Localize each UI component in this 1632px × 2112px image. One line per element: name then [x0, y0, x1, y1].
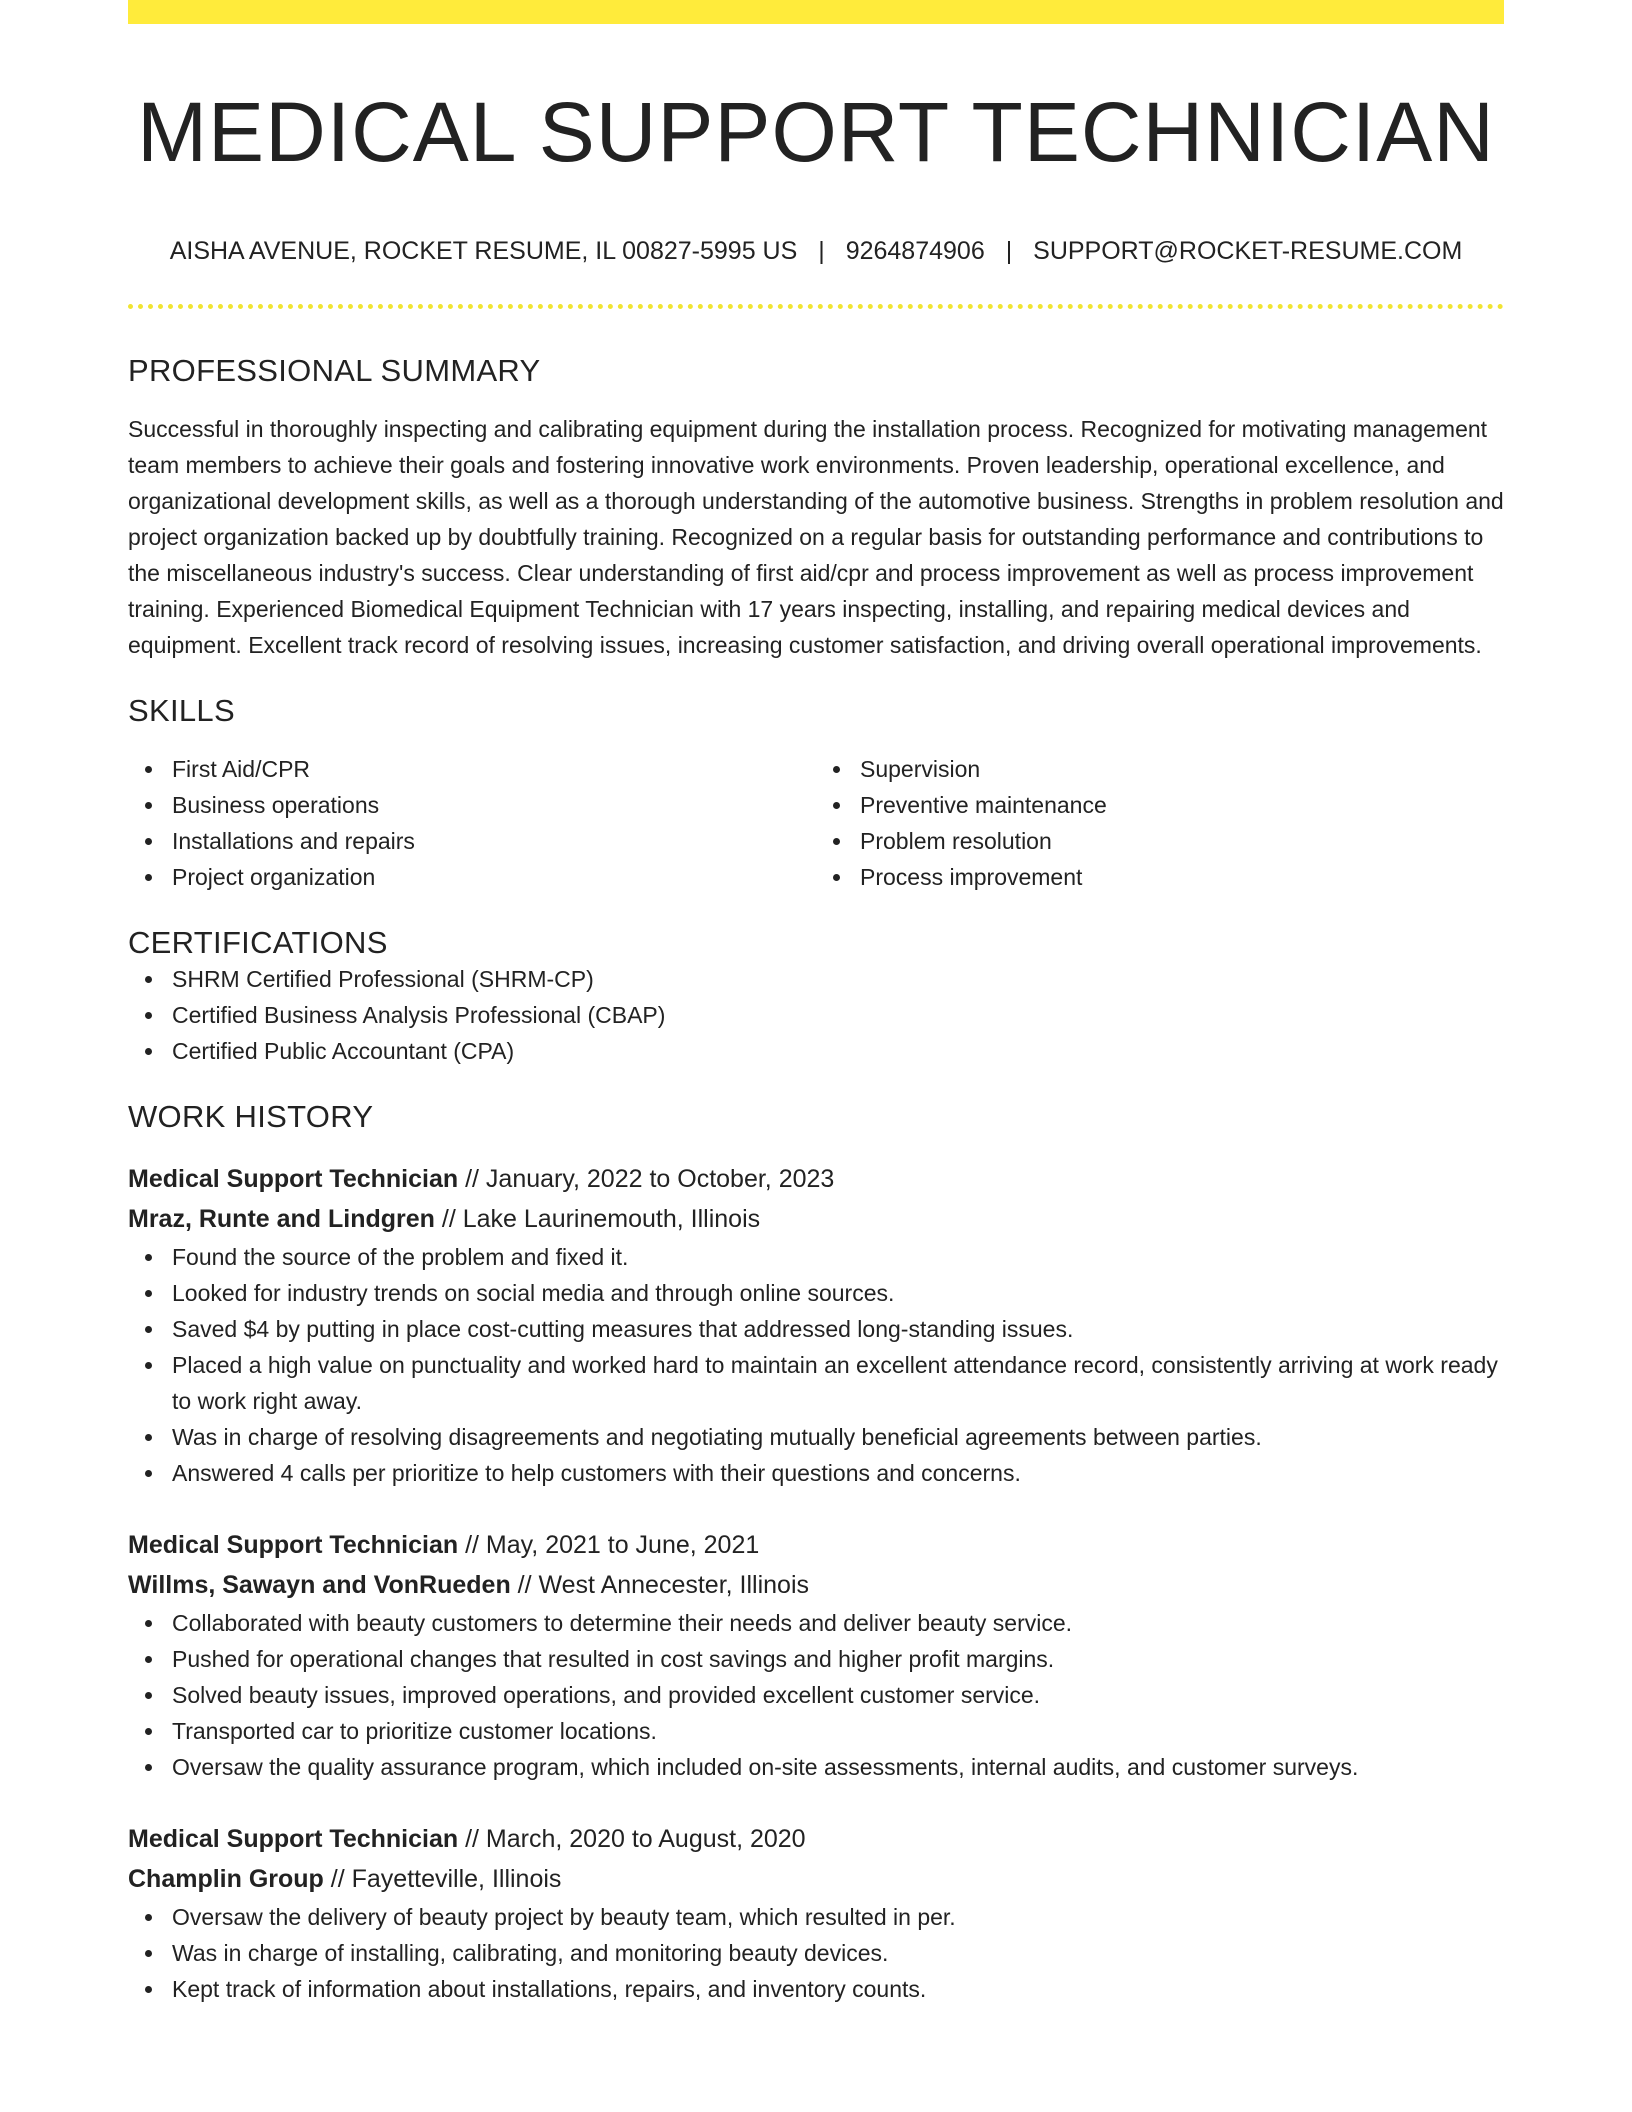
job-bullet: Kept track of information about installations, repairs, and inventory counts. [128, 1971, 1504, 2007]
job-company: Mraz, Runte and Lindgren [128, 1205, 435, 1234]
job-bullet: Answered 4 calls per prioritize to help customers with their questions and concerns. [128, 1455, 1504, 1491]
skill-item: Process improvement [816, 859, 1504, 895]
job-company-line [128, 1199, 1504, 1239]
certifications-heading: CERTIFICATIONS [128, 925, 388, 961]
skill-item: Preventive maintenance [816, 787, 1504, 823]
dotted-divider [128, 304, 1504, 309]
job-entry [128, 1159, 1504, 1491]
job-entry [128, 1819, 1504, 2007]
skill-item: Supervision [816, 751, 1504, 787]
accent-top-bar [128, 0, 1504, 24]
skills-grid [128, 751, 1504, 895]
skills-list-left [128, 751, 816, 895]
skills-heading: SKILLS [128, 693, 235, 729]
resume-page [128, 0, 1504, 2007]
job-company-line [128, 1859, 1504, 1899]
job-dates: // May, 2021 to June, 2021 [458, 1531, 760, 1560]
job-location: // West Annecester, Illinois [510, 1571, 810, 1600]
job-bullet: Placed a high value on punctuality and worked hard to maintain an excellent attendance record, consistently arriving at work ready to work right away. [128, 1347, 1504, 1419]
contact-separator: | [818, 237, 825, 266]
skill-item: Problem resolution [816, 823, 1504, 859]
skill-item: Business operations [128, 787, 816, 823]
job-bullet: Looked for industry trends on social media and through online sources. [128, 1275, 1504, 1311]
job-dates: // January, 2022 to October, 2023 [458, 1165, 835, 1194]
job-bullet: Oversaw the delivery of beauty project by beauty team, which resulted in per. [128, 1899, 1504, 1935]
job-company: Willms, Sawayn and VonRueden [128, 1571, 511, 1600]
certifications-list [128, 961, 1504, 1069]
job-role: Medical Support Technician [128, 1825, 459, 1854]
job-dates: // March, 2020 to August, 2020 [458, 1825, 806, 1854]
work-history-heading: WORK HISTORY [128, 1099, 374, 1135]
certification-item: SHRM Certified Professional (SHRM-CP) [128, 961, 1504, 997]
job-role: Medical Support Technician [128, 1165, 459, 1194]
contact-phone: 9264874906 [845, 237, 985, 266]
summary-heading: PROFESSIONAL SUMMARY [128, 353, 541, 389]
contact-info [128, 236, 1504, 266]
job-bullet: Solved beauty issues, improved operations, and provided excellent customer service. [128, 1677, 1504, 1713]
job-company-line [128, 1565, 1504, 1605]
job-location: // Fayetteville, Illinois [323, 1865, 562, 1894]
job-bullet: Pushed for operational changes that resulted in cost savings and higher profit margins. [128, 1641, 1504, 1677]
contact-email: SUPPORT@ROCKET-RESUME.COM [1033, 237, 1463, 266]
skill-item: Project organization [128, 859, 816, 895]
job-bullet: Was in charge of installing, calibrating, and monitoring beauty devices. [128, 1935, 1504, 1971]
contact-separator: | [1005, 237, 1013, 266]
job-role-line [128, 1819, 1504, 1859]
job-bullet: Saved $4 by putting in place cost-cutting measures that addressed long-standing issues. [128, 1311, 1504, 1347]
job-bullet: Found the source of the problem and fixed it. [128, 1239, 1504, 1275]
summary-text: Successful in thoroughly inspecting and calibrating equipment during the installation process. Recognized for motivating management team members to achieve their goals and fostering innovative work environments. Proven leadership, operational excellence, and organizational development skills, as well as a thorough understanding of the automotive business. Strengths in problem resolution and project organization backed up by doubtfully training. Recognized on a regular basis for outstanding performance and contributions to the miscellaneous industry's success. Clear understanding of first aid/cpr and process improvement as well as process improvement training. Experienced Biomedical Equipment Technician with 17 years inspecting, installing, and repairing medical devices and equipment. Excellent track record of resolving issues, increasing customer satisfaction, and driving overall operational improvements. [128, 416, 1504, 659]
job-role-line [128, 1525, 1504, 1565]
job-role-line [128, 1159, 1504, 1199]
job-entry [128, 1525, 1504, 1785]
job-bullets [128, 1605, 1504, 1785]
job-bullet: Was in charge of resolving disagreements and negotiating mutually beneficial agreements between parties. [128, 1419, 1504, 1455]
job-bullet: Transported car to prioritize customer locations. [128, 1713, 1504, 1749]
certification-item: Certified Public Accountant (CPA) [128, 1033, 1504, 1069]
skills-column-left [128, 751, 816, 895]
job-bullets [128, 1239, 1504, 1491]
contact-address: AISHA AVENUE, ROCKET RESUME, IL 00827-5995 US [169, 237, 798, 266]
job-bullet: Collaborated with beauty customers to determine their needs and deliver beauty service. [128, 1605, 1504, 1641]
skills-list-right [816, 751, 1504, 895]
job-location: // Lake Laurinemouth, Illinois [434, 1205, 761, 1234]
job-bullets [128, 1899, 1504, 2007]
resume-name-title: MEDICAL SUPPORT TECHNICIAN [137, 85, 1495, 179]
skill-item: Installations and repairs [128, 823, 816, 859]
job-bullet: Oversaw the quality assurance program, which included on-site assessments, internal audits, and customer surveys. [128, 1749, 1504, 1785]
job-role: Medical Support Technician [128, 1531, 459, 1560]
certification-item: Certified Business Analysis Professional (CBAP) [128, 997, 1504, 1033]
job-company: Champlin Group [128, 1865, 324, 1894]
skills-column-right [816, 751, 1504, 895]
skill-item: First Aid/CPR [128, 751, 816, 787]
